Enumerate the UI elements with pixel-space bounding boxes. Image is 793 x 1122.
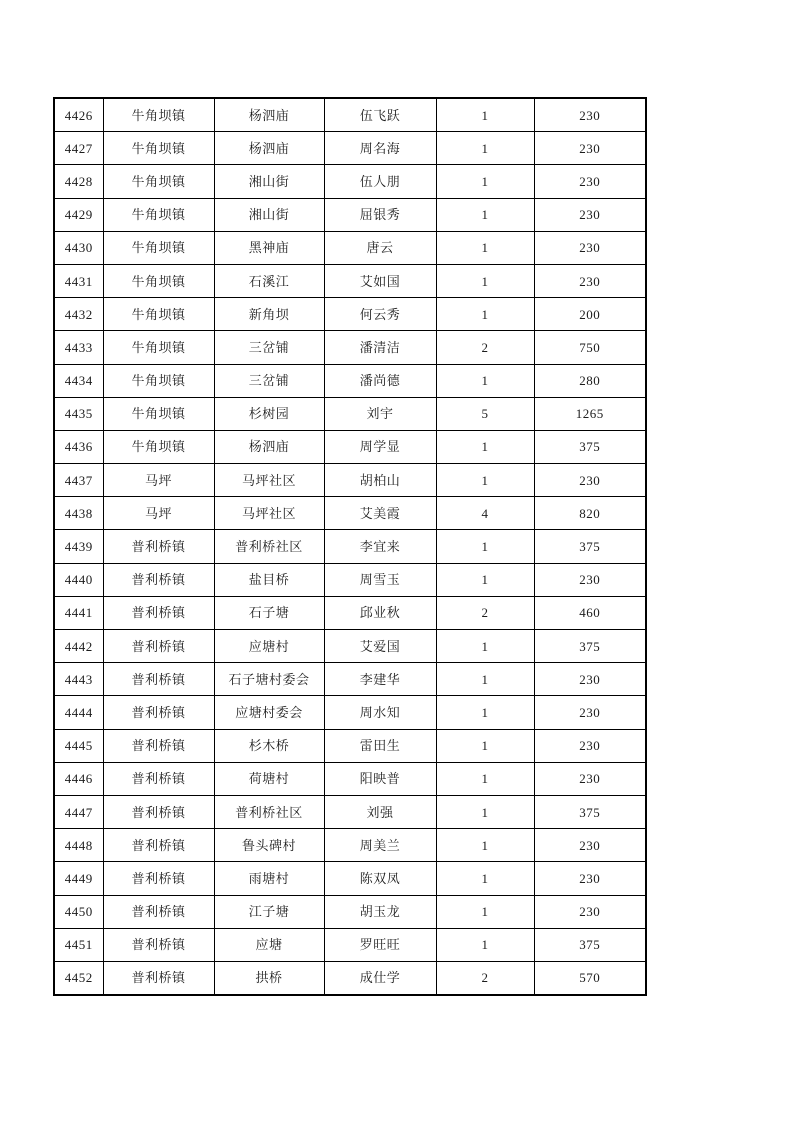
cell-count: 1 [436, 928, 534, 961]
cell-count: 1 [436, 795, 534, 828]
cell-id: 4446 [54, 762, 103, 795]
cell-name: 伍人朋 [324, 165, 436, 198]
cell-name: 唐云 [324, 231, 436, 264]
table-row [54, 98, 646, 132]
table-row [54, 264, 646, 297]
table-row [54, 430, 646, 463]
cell-village: 盐目桥 [214, 563, 324, 596]
cell-town: 普利桥镇 [103, 829, 214, 862]
cell-town: 普利桥镇 [103, 663, 214, 696]
cell-count: 1 [436, 696, 534, 729]
cell-name: 伍飞跃 [324, 98, 436, 132]
cell-count: 1 [436, 364, 534, 397]
cell-count: 1 [436, 430, 534, 463]
table-row [54, 331, 646, 364]
cell-amount: 375 [534, 928, 646, 961]
cell-amount: 375 [534, 795, 646, 828]
cell-village: 黑神庙 [214, 231, 324, 264]
cell-id: 4449 [54, 862, 103, 895]
cell-village: 杨泗庙 [214, 132, 324, 165]
cell-village: 石子塘村委会 [214, 663, 324, 696]
cell-village: 马坪社区 [214, 497, 324, 530]
cell-village: 杨泗庙 [214, 430, 324, 463]
cell-name: 成仕学 [324, 961, 436, 995]
cell-amount: 280 [534, 364, 646, 397]
cell-town: 普利桥镇 [103, 862, 214, 895]
cell-name: 罗旺旺 [324, 928, 436, 961]
cell-town: 牛角坝镇 [103, 430, 214, 463]
cell-count: 2 [436, 331, 534, 364]
table-row [54, 762, 646, 795]
cell-count: 1 [436, 132, 534, 165]
cell-village: 湘山街 [214, 198, 324, 231]
cell-count: 1 [436, 663, 534, 696]
cell-name: 周美兰 [324, 829, 436, 862]
cell-town: 普利桥镇 [103, 795, 214, 828]
table-row [54, 364, 646, 397]
table-row [54, 165, 646, 198]
cell-village: 普利桥社区 [214, 795, 324, 828]
cell-town: 牛角坝镇 [103, 198, 214, 231]
cell-amount: 375 [534, 430, 646, 463]
cell-village: 杉树园 [214, 397, 324, 430]
cell-town: 牛角坝镇 [103, 165, 214, 198]
cell-name: 陈双凤 [324, 862, 436, 895]
cell-name: 胡柏山 [324, 464, 436, 497]
table-row [54, 596, 646, 629]
cell-id: 4437 [54, 464, 103, 497]
cell-village: 江子塘 [214, 895, 324, 928]
cell-id: 4448 [54, 829, 103, 862]
table-row [54, 231, 646, 264]
cell-village: 普利桥社区 [214, 530, 324, 563]
cell-id: 4431 [54, 264, 103, 297]
table-row [54, 663, 646, 696]
cell-town: 普利桥镇 [103, 928, 214, 961]
cell-amount: 230 [534, 663, 646, 696]
cell-id: 4440 [54, 563, 103, 596]
cell-town: 普利桥镇 [103, 895, 214, 928]
cell-id: 4427 [54, 132, 103, 165]
cell-id: 4433 [54, 331, 103, 364]
cell-id: 4438 [54, 497, 103, 530]
cell-village: 应塘村委会 [214, 696, 324, 729]
cell-name: 周水知 [324, 696, 436, 729]
cell-count: 1 [436, 762, 534, 795]
table-row [54, 729, 646, 762]
table-row [54, 862, 646, 895]
table-row [54, 497, 646, 530]
cell-name: 雷田生 [324, 729, 436, 762]
cell-id: 4447 [54, 795, 103, 828]
table-row [54, 298, 646, 331]
cell-village: 拱桥 [214, 961, 324, 995]
cell-village: 杨泗庙 [214, 98, 324, 132]
cell-id: 4441 [54, 596, 103, 629]
cell-name: 胡玉龙 [324, 895, 436, 928]
cell-count: 1 [436, 895, 534, 928]
cell-amount: 820 [534, 497, 646, 530]
cell-id: 4434 [54, 364, 103, 397]
cell-village: 石子塘 [214, 596, 324, 629]
table-row [54, 530, 646, 563]
table-row [54, 696, 646, 729]
cell-name: 屈银秀 [324, 198, 436, 231]
cell-town: 普利桥镇 [103, 563, 214, 596]
cell-village: 石溪江 [214, 264, 324, 297]
cell-id: 4451 [54, 928, 103, 961]
table-body [54, 98, 646, 995]
cell-id: 4444 [54, 696, 103, 729]
table-row [54, 132, 646, 165]
cell-amount: 230 [534, 862, 646, 895]
cell-id: 4430 [54, 231, 103, 264]
cell-amount: 1265 [534, 397, 646, 430]
cell-name: 何云秀 [324, 298, 436, 331]
cell-town: 牛角坝镇 [103, 298, 214, 331]
cell-count: 1 [436, 862, 534, 895]
cell-name: 李建华 [324, 663, 436, 696]
cell-name: 艾爱国 [324, 630, 436, 663]
cell-count: 1 [436, 264, 534, 297]
cell-town: 普利桥镇 [103, 961, 214, 995]
cell-village: 应塘村 [214, 630, 324, 663]
cell-name: 刘宇 [324, 397, 436, 430]
cell-town: 牛角坝镇 [103, 264, 214, 297]
cell-amount: 460 [534, 596, 646, 629]
table-row [54, 198, 646, 231]
table-row [54, 630, 646, 663]
cell-village: 新角坝 [214, 298, 324, 331]
cell-name: 周学显 [324, 430, 436, 463]
cell-id: 4442 [54, 630, 103, 663]
cell-village: 湘山街 [214, 165, 324, 198]
cell-town: 马坪 [103, 497, 214, 530]
cell-amount: 230 [534, 829, 646, 862]
cell-count: 1 [436, 630, 534, 663]
cell-count: 2 [436, 596, 534, 629]
cell-name: 艾如国 [324, 264, 436, 297]
cell-amount: 230 [534, 729, 646, 762]
cell-count: 2 [436, 961, 534, 995]
cell-town: 普利桥镇 [103, 729, 214, 762]
cell-name: 阳映普 [324, 762, 436, 795]
cell-count: 1 [436, 530, 534, 563]
cell-count: 1 [436, 729, 534, 762]
cell-town: 牛角坝镇 [103, 397, 214, 430]
cell-amount: 375 [534, 630, 646, 663]
cell-id: 4443 [54, 663, 103, 696]
cell-village: 杉木桥 [214, 729, 324, 762]
cell-amount: 570 [534, 961, 646, 995]
cell-amount: 230 [534, 165, 646, 198]
cell-name: 周雪玉 [324, 563, 436, 596]
cell-id: 4450 [54, 895, 103, 928]
cell-name: 潘尚德 [324, 364, 436, 397]
cell-amount: 230 [534, 264, 646, 297]
cell-id: 4426 [54, 98, 103, 132]
cell-count: 1 [436, 829, 534, 862]
cell-village: 三岔铺 [214, 331, 324, 364]
table-row [54, 464, 646, 497]
cell-amount: 230 [534, 895, 646, 928]
table-row [54, 961, 646, 995]
records-table [53, 97, 647, 996]
cell-amount: 230 [534, 464, 646, 497]
cell-id: 4435 [54, 397, 103, 430]
cell-town: 牛角坝镇 [103, 364, 214, 397]
cell-amount: 230 [534, 762, 646, 795]
cell-count: 1 [436, 198, 534, 231]
table-row [54, 895, 646, 928]
cell-id: 4439 [54, 530, 103, 563]
cell-count: 1 [436, 464, 534, 497]
cell-id: 4428 [54, 165, 103, 198]
cell-village: 荷塘村 [214, 762, 324, 795]
cell-id: 4452 [54, 961, 103, 995]
cell-name: 潘清洁 [324, 331, 436, 364]
cell-count: 1 [436, 98, 534, 132]
cell-count: 4 [436, 497, 534, 530]
cell-amount: 230 [534, 563, 646, 596]
cell-name: 刘强 [324, 795, 436, 828]
table-row [54, 563, 646, 596]
cell-amount: 200 [534, 298, 646, 331]
table-row [54, 829, 646, 862]
cell-amount: 750 [534, 331, 646, 364]
table-row [54, 397, 646, 430]
cell-name: 邱业秋 [324, 596, 436, 629]
cell-count: 1 [436, 298, 534, 331]
cell-amount: 230 [534, 198, 646, 231]
cell-town: 牛角坝镇 [103, 98, 214, 132]
cell-amount: 230 [534, 231, 646, 264]
cell-count: 1 [436, 165, 534, 198]
cell-town: 牛角坝镇 [103, 331, 214, 364]
cell-count: 1 [436, 563, 534, 596]
cell-town: 马坪 [103, 464, 214, 497]
cell-town: 牛角坝镇 [103, 231, 214, 264]
cell-village: 马坪社区 [214, 464, 324, 497]
table-row [54, 795, 646, 828]
cell-village: 应塘 [214, 928, 324, 961]
cell-village: 鲁头碑村 [214, 829, 324, 862]
cell-name: 艾美霞 [324, 497, 436, 530]
cell-id: 4432 [54, 298, 103, 331]
cell-town: 普利桥镇 [103, 596, 214, 629]
cell-town: 普利桥镇 [103, 696, 214, 729]
cell-id: 4436 [54, 430, 103, 463]
cell-town: 普利桥镇 [103, 630, 214, 663]
cell-id: 4445 [54, 729, 103, 762]
cell-village: 雨塘村 [214, 862, 324, 895]
cell-count: 1 [436, 231, 534, 264]
cell-town: 普利桥镇 [103, 762, 214, 795]
cell-name: 周名海 [324, 132, 436, 165]
cell-amount: 230 [534, 98, 646, 132]
cell-amount: 230 [534, 132, 646, 165]
cell-town: 牛角坝镇 [103, 132, 214, 165]
cell-amount: 375 [534, 530, 646, 563]
cell-id: 4429 [54, 198, 103, 231]
cell-count: 5 [436, 397, 534, 430]
cell-amount: 230 [534, 696, 646, 729]
table-row [54, 928, 646, 961]
cell-town: 普利桥镇 [103, 530, 214, 563]
cell-name: 李宜来 [324, 530, 436, 563]
cell-village: 三岔铺 [214, 364, 324, 397]
